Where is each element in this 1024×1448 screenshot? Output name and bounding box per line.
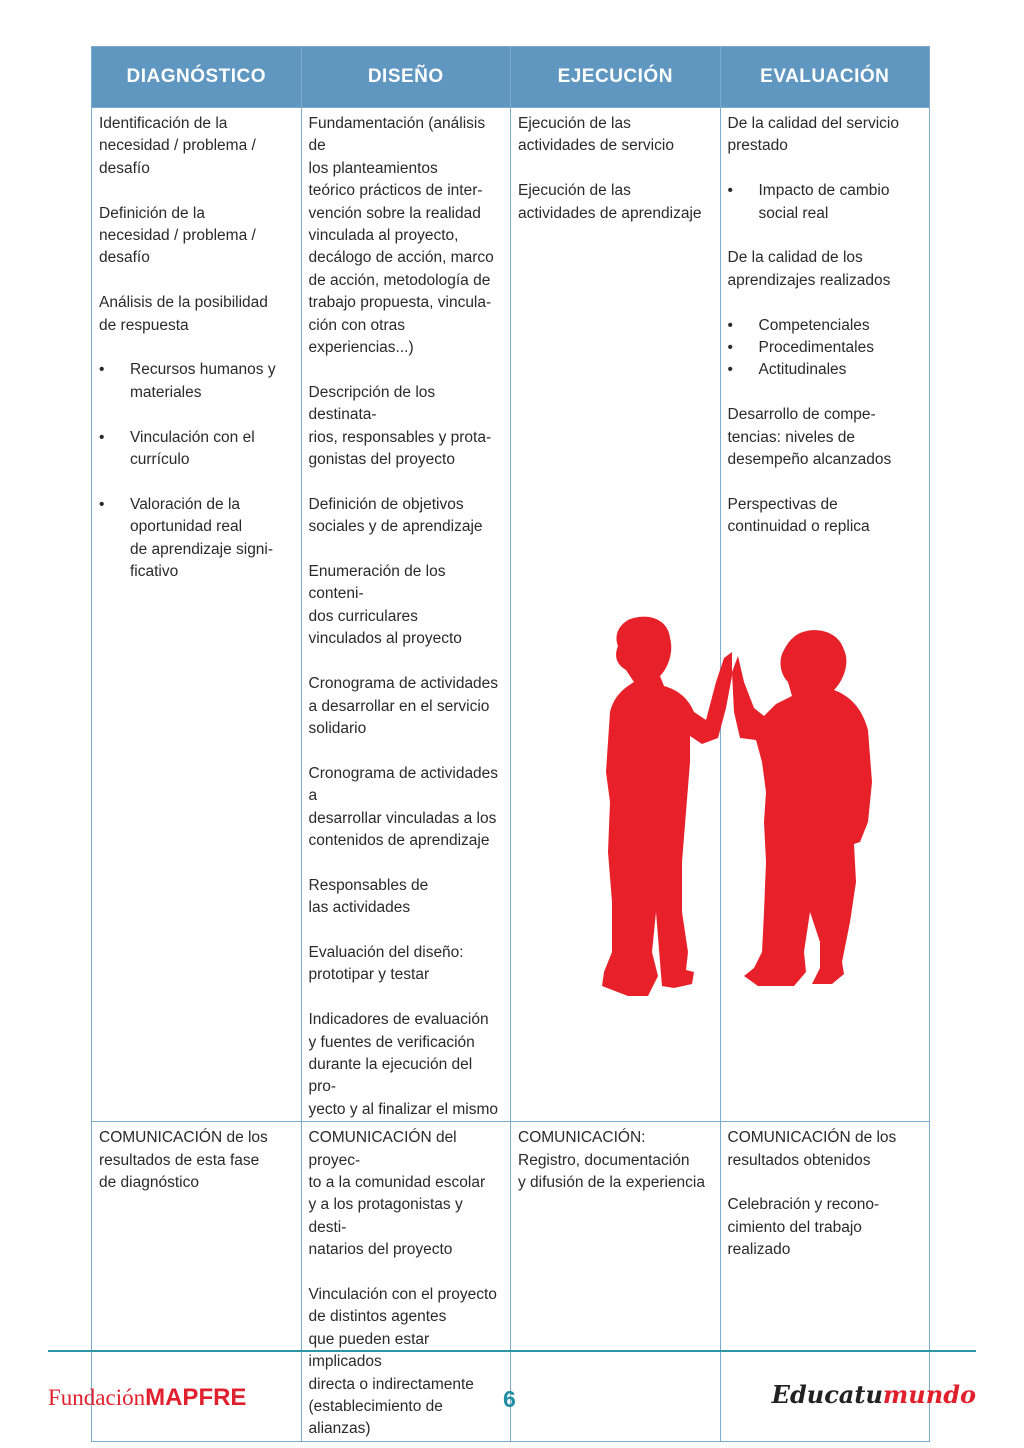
paragraph: Cronograma de actividades a desarrollar vinculadas a los contenidos de aprendizaje (308, 764, 499, 849)
page-number: 6 (503, 1386, 516, 1412)
bullet-item (728, 315, 923, 337)
children-high-five-illustration (598, 612, 878, 1002)
paragraph: COMUNICACIÓN de los resultados obtenidos (727, 1129, 897, 1169)
bullet-icon: • (99, 361, 105, 379)
paragraph: COMUNICACIÓN del proyec- to a la comunidad escolar y a los protagonistas y desti- natarios del proyecto (308, 1129, 486, 1259)
bullet-item (728, 337, 923, 359)
paragraph: Definición de la necesidad / problema / desafío (99, 204, 256, 267)
paragraph: Celebración y recono- cimiento del trabajo realizado (727, 1196, 880, 1259)
paragraph: Desarrollo de compe- tencias: niveles de desempeño alcanzados (727, 406, 892, 469)
header-diagnostico: DIAGNÓSTICO (92, 47, 302, 108)
bullet-icon: • (727, 339, 733, 357)
header-row (92, 47, 930, 108)
paragraph: Cronograma de actividades a desarrollar en el servicio solidario (308, 675, 499, 737)
paragraph: Definición de objetivos sociales y de aprendizaje (308, 495, 483, 536)
paragraph: Identificación de la necesidad / problema / desafío (99, 115, 256, 177)
paragraph: COMUNICACIÓN: Registro, documentación y difusión de la experiencia (518, 1129, 705, 1191)
bullet-text: Actitudinales (758, 361, 847, 379)
bullet-icon: • (99, 495, 105, 513)
cell (301, 108, 511, 1122)
paragraph: Ejecución de las actividades de servicio (518, 115, 674, 155)
logo-text-mundo: mundo (882, 1380, 976, 1409)
bullet-text: Valoración de la oportunidad real de aprendizaje signi- ficativo (130, 495, 274, 581)
paragraph: Ejecución de las actividades de aprendizaje (518, 182, 702, 222)
paragraph: Enumeración de los conteni- dos curriculares vinculados al proyecto (308, 563, 462, 648)
paragraph: Análisis de la posibilidad de respuesta (99, 294, 268, 334)
cell (301, 1122, 511, 1442)
logo-text-fundacion: Fundación (48, 1385, 146, 1410)
paragraph: Descripción de los destinata- rios, responsables y prota- gonistas del proyecto (308, 383, 492, 469)
paragraph: Perspectivas de continuidad o replica (727, 495, 870, 536)
logo-text-educatu: Educatu (771, 1380, 883, 1409)
bullet-item (728, 180, 923, 225)
footer-divider (48, 1350, 976, 1352)
header-diseno: DISEÑO (301, 47, 511, 108)
paragraph: Vinculación con el proyecto de distintos agentes que pueden estar implicados directa o indirectamente (establecimiento de alianzas) (308, 1285, 497, 1438)
paragraph: De la calidad del servicio prestado (727, 115, 899, 155)
paragraph: Evaluación del diseño: prototipar y testar (308, 943, 464, 984)
bullet-text: Vinculación con el currículo (130, 428, 255, 469)
paragraph: COMUNICACIÓN de los resultados de esta fase de diagnóstico (99, 1129, 268, 1191)
bullet-text: Recursos humanos y materiales (130, 361, 276, 401)
bullet-item (99, 359, 294, 404)
bullet-item (99, 494, 294, 584)
educatumundo-logo (772, 1380, 976, 1409)
paragraph: Indicadores de evaluación y fuentes de verificación durante la ejecución del pro- yecto y al finalizar el mismo (308, 1011, 499, 1118)
bullet-icon: • (727, 316, 733, 334)
bullet-icon: • (727, 361, 733, 379)
header-ejecucion: EJECUCIÓN (511, 47, 721, 108)
logo-text-mapfre: MAPFRE (145, 1384, 247, 1411)
bullet-text: Procedimentales (758, 339, 874, 357)
fundacion-mapfre-logo (48, 1384, 246, 1412)
bullet-text: Competenciales (758, 316, 870, 334)
bullet-text: Impacto de cambio social real (758, 182, 890, 222)
bullet-icon: • (727, 182, 733, 200)
cell (92, 108, 302, 1122)
bullet-icon: • (99, 428, 105, 446)
cell (511, 1122, 721, 1442)
bullet-item (99, 427, 294, 472)
paragraph: Responsables de las actividades (308, 876, 429, 917)
paragraph: Fundamentación (análisis de los planteamientos teórico prácticos de inter- vención sobre la realidad vinculada al proyecto, decálogo de acción, marco de acción, metodología de trabajo propuesta, vincula- ción con otras experiencias...) (308, 115, 494, 357)
bullet-item (728, 359, 923, 381)
header-evaluacion: EVALUACIÓN (720, 47, 930, 108)
paragraph: De la calidad de los aprendizajes realizados (727, 249, 891, 289)
